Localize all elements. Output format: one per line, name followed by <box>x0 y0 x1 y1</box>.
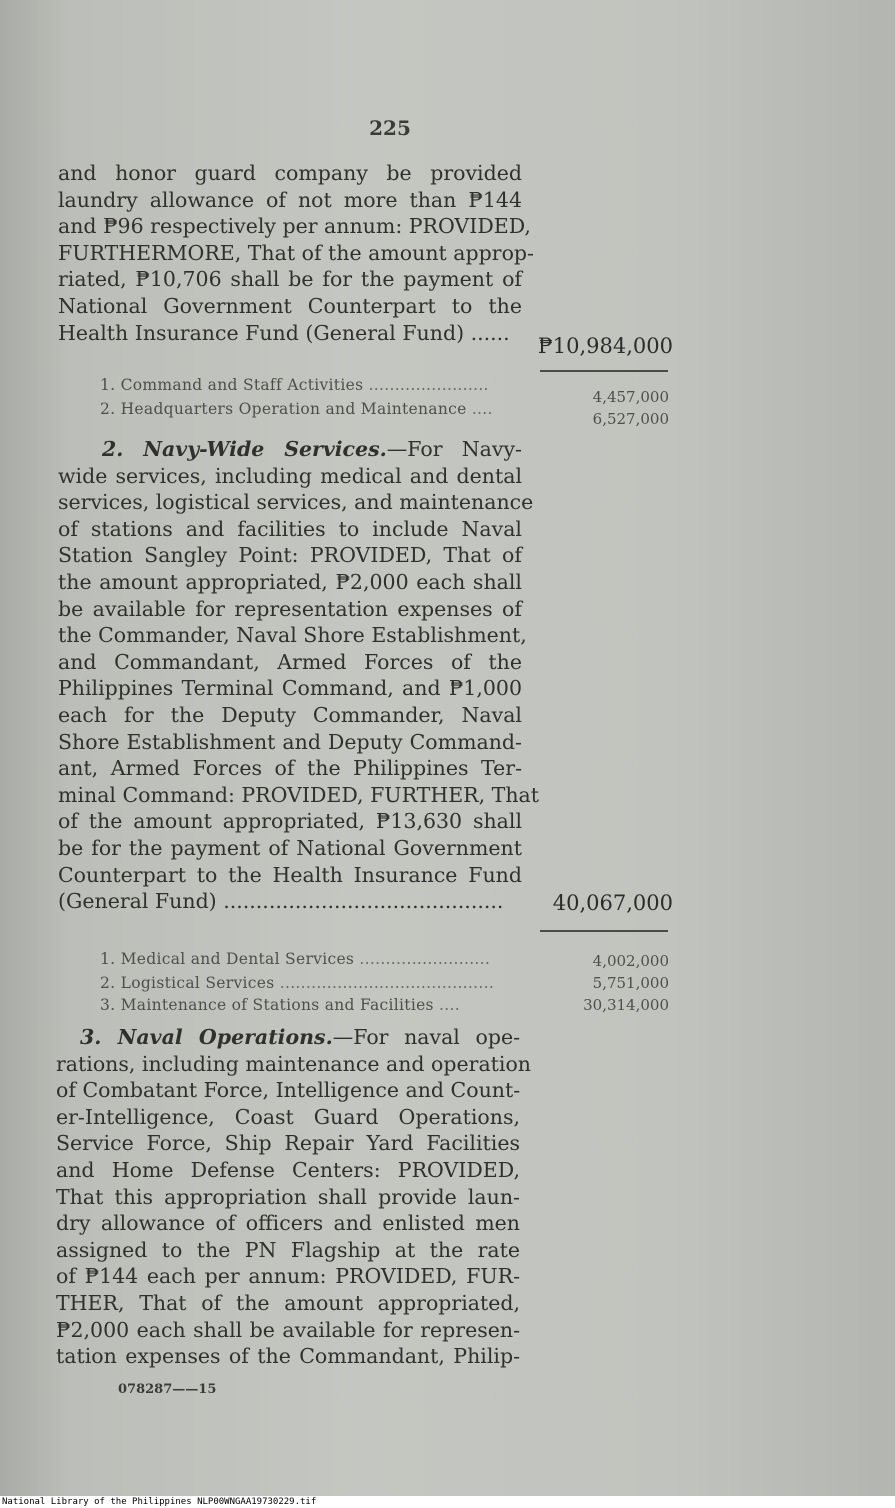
text-line: the Commander, Naval Shore Establishment, <box>58 623 527 648</box>
paragraph-navy-wide-services <box>58 436 539 915</box>
line-item: 1. Medical and Dental Services ......................... <box>100 950 491 968</box>
text-line: the amount appropriated, ₱2,000 each shall <box>58 569 522 594</box>
total-amount-block2: 40,067,000 <box>552 891 673 915</box>
text-line: Shore Establishment and Deputy Command- <box>58 729 522 754</box>
section-heading: 2. Navy-Wide Services. <box>102 437 387 461</box>
text-line: minal Command: PROVIDED, FURTHER, That <box>58 782 539 807</box>
text-line: 3. Naval Operations.—For naval ope- <box>80 1025 520 1049</box>
text-line: assigned to the PN Flagship at the rate <box>56 1237 520 1262</box>
total-rule <box>540 370 668 372</box>
scan-footer-text: National Library of the Philippines NLP00WNGAA19730229.tif <box>2 1497 317 1507</box>
text-line: That this appropriation shall provide laun- <box>56 1184 520 1209</box>
line-item: 2. Headquarters Operation and Maintenance .... <box>100 400 493 418</box>
text-line: be for the payment of National Government <box>58 835 522 860</box>
text-line: and ₱96 respectively per annum: PROVIDED, <box>58 214 531 239</box>
text-line: 2. Navy-Wide Services.—For Navy- <box>102 437 522 461</box>
line-item-amount: 30,314,000 <box>583 996 669 1014</box>
line-item: 1. Command and Staff Activities ....................... <box>100 376 489 394</box>
text-line: ant, Armed Forces of the Philippines Ter- <box>58 756 522 781</box>
text-line: dry allowance of officers and enlisted men <box>56 1211 520 1236</box>
paragraph-naval-operations <box>56 1024 532 1370</box>
text-line: ₱2,000 each shall be available for represen- <box>56 1317 520 1342</box>
text-line: and Home Defense Centers: PROVIDED, <box>56 1157 520 1182</box>
text-line: THER, That of the amount appropriated, <box>56 1290 520 1315</box>
text-line: wide services, including medical and dental <box>58 463 522 488</box>
page-number: 225 <box>369 116 411 140</box>
line-item: 3. Maintenance of Stations and Facilities .... <box>100 996 460 1014</box>
text-line: of Combatant Force, Intelligence and Count- <box>56 1078 521 1103</box>
text-line: rations, including maintenance and operation <box>56 1051 532 1076</box>
text-line: er-Intelligence, Coast Guard Operations, <box>56 1104 520 1129</box>
text-line: (General Fund) ........................................... <box>58 889 504 914</box>
total-amount-block1: ₱10,984,000 <box>537 334 673 358</box>
text-line: be available for representation expenses of <box>58 596 522 621</box>
text-line: Service Force, Ship Repair Yard Facilities <box>56 1131 520 1156</box>
text-line: and Commandant, Armed Forces of the <box>58 649 522 674</box>
text-line: Health Insurance Fund (General Fund) ...... <box>58 320 510 345</box>
text-line: riated, ₱10,706 shall be for the payment of <box>58 267 522 292</box>
line-item-amount: 4,002,000 <box>592 952 669 970</box>
text-line: each for the Deputy Commander, Naval <box>58 702 522 727</box>
text-line: laundry allowance of not more than ₱144 <box>58 187 522 212</box>
text-line: services, logistical services, and maintenance <box>58 490 534 515</box>
text-line: of the amount appropriated, ₱13,630 shall <box>58 809 522 834</box>
line-item-amount: 6,527,000 <box>592 410 669 428</box>
text-line: of ₱144 each per annum: PROVIDED, FUR- <box>56 1264 520 1289</box>
text-line: FURTHERMORE, That of the amount approp- <box>58 240 534 265</box>
paragraph-honor-guard <box>58 160 534 346</box>
text-line: of stations and facilities to include Naval <box>58 516 522 541</box>
line-item-amount: 5,751,000 <box>592 974 669 992</box>
line-item: 2. Logistical Services ......................................... <box>100 974 495 992</box>
line-item-amount: 4,457,000 <box>592 388 669 406</box>
text-line: Counterpart to the Health Insurance Fund <box>58 862 522 887</box>
text-line: Philippines Terminal Command, and ₱1,000 <box>58 676 522 701</box>
total-rule <box>540 930 668 932</box>
section-heading: 3. Naval Operations. <box>80 1025 333 1049</box>
text-line: National Government Counterpart to the <box>58 293 522 318</box>
text-line: tation expenses of the Commandant, Philip- <box>56 1344 520 1369</box>
text-line: Station Sangley Point: PROVIDED, That of <box>58 543 522 568</box>
text-line: and honor guard company be provided <box>58 161 522 185</box>
print-code: 078287——15 <box>118 1382 217 1397</box>
